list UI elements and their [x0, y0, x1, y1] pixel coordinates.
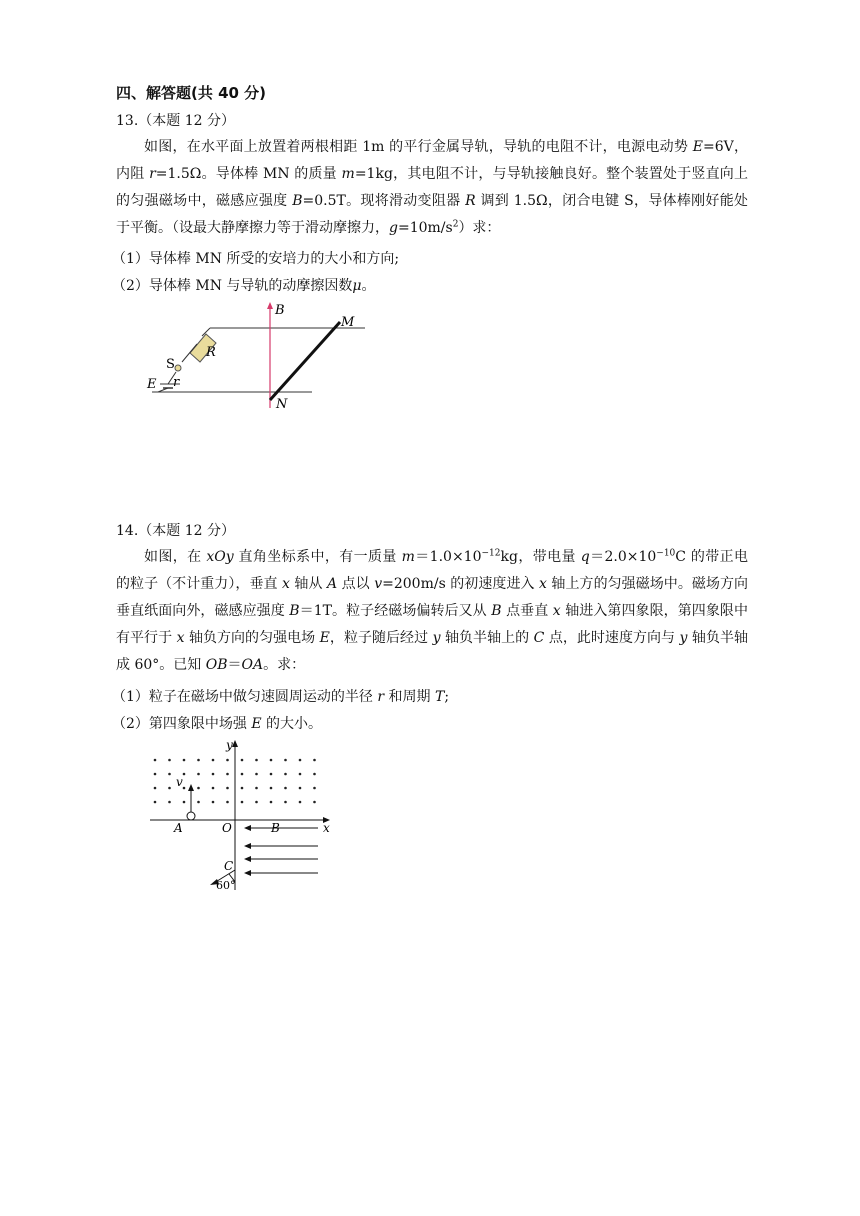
q14-number: 14.（本题 12 分） [116, 523, 235, 539]
q14-label-x: x [323, 821, 330, 835]
field-dot [313, 773, 316, 776]
field-dot [212, 759, 215, 762]
q13-label-S: S [166, 357, 175, 372]
field-dot [154, 801, 157, 804]
field-dot [270, 787, 273, 790]
q14-sub2: （2）第四象限中场强 E 的大小。 [112, 716, 323, 732]
field-dot [168, 759, 171, 762]
field-dot [255, 801, 258, 804]
field-dot [154, 759, 157, 762]
q14-figure [140, 736, 340, 894]
q13-paragraph: 如图，在水平面上放置着两根相距 1m 的平行金属导轨，导轨的电阻不计，电源电动势 E=6V，内阻 r=1.5Ω。导体棒 MN 的质量 m=1kg，其电阻不计，与导轨接触良好。整个装置处于竖直向上的匀强磁场中，磁感应强度 B=0.5T。现将滑动变阻器 R 调到 1.5Ω，闭合电键 S，导体棒刚好能处于平衡。（设最大静摩擦力等于滑动摩擦力，$g=10m/s^2$）求： [116, 139, 749, 236]
q14-label-A: A [174, 821, 183, 835]
field-dot [197, 787, 200, 790]
field-dot [299, 787, 302, 790]
field-dot [168, 787, 171, 790]
field-dot [299, 801, 302, 804]
field-dot [284, 801, 287, 804]
section-title: 四、解答题(共 40 分) [116, 84, 267, 102]
field-dot [183, 787, 186, 790]
q14-label-v: v [176, 775, 183, 789]
field-dot [197, 773, 200, 776]
field-dot [183, 773, 186, 776]
q13-sub1: （1）导体棒 MN 所受的安培力的大小和方向; [112, 251, 400, 267]
q13-label-B: B [275, 303, 285, 318]
field-dot [183, 759, 186, 762]
field-dot [313, 759, 316, 762]
field-dot [226, 773, 229, 776]
field-dot [241, 787, 244, 790]
field-dot [197, 759, 200, 762]
field-dot [226, 787, 229, 790]
field-dot [270, 773, 273, 776]
field-dot [212, 801, 215, 804]
q14-label-B: B [271, 821, 280, 835]
field-dot [183, 801, 186, 804]
field-dot [284, 759, 287, 762]
q13-label-N: N [276, 397, 288, 412]
field-dot [226, 801, 229, 804]
q13-label-r: r [173, 375, 180, 390]
q13-label-R: R [206, 345, 216, 360]
field-dot [197, 801, 200, 804]
q14-label-O: O [222, 821, 232, 835]
q13-sub2: （2）导体棒 MN 与导轨的动摩擦因数μ。 [112, 278, 376, 294]
q14-sub1: （1）粒子在磁场中做匀速圆周运动的半径 r 和周期 T; [112, 689, 450, 705]
field-dot [270, 801, 273, 804]
field-dot [241, 759, 244, 762]
q14-label-C: C [224, 859, 234, 873]
field-dot [284, 787, 287, 790]
q14-label-y: y [226, 738, 233, 752]
field-dot [313, 801, 316, 804]
field-dot [241, 773, 244, 776]
field-dot [168, 801, 171, 804]
q13-number: 13.（本题 12 分） [116, 113, 235, 129]
field-dot [270, 759, 273, 762]
field-dot [299, 773, 302, 776]
field-dot [284, 773, 287, 776]
field-dot [212, 787, 215, 790]
q13-label-E: E [147, 377, 157, 392]
field-dot [154, 787, 157, 790]
field-dot [313, 787, 316, 790]
field-dot [226, 759, 229, 762]
field-dot [299, 759, 302, 762]
field-dot [255, 773, 258, 776]
field-dot [154, 773, 157, 776]
field-dot [241, 801, 244, 804]
field-dot [255, 759, 258, 762]
field-dot [168, 773, 171, 776]
q14-label-angle: 60° [216, 879, 236, 892]
field-dot [255, 787, 258, 790]
q13-label-M: M [341, 315, 355, 330]
q13-figure [140, 296, 380, 416]
field-dot [212, 773, 215, 776]
q14-paragraph: 如图，在 xOy 直角坐标系中，有一质量 $m=1.0\times 10^{-12}kg$，带电量 $q=2.0\times 10^{-10}C$ 的带正电的粒子（不计重力），垂直 x 轴从 A 点以 v=200m/s 的初速度进入 x 轴上方的匀强磁场中。磁场方向垂直纸面向外，磁感应强度 B＝1T。粒子经磁场偏转后又从 B 点垂直 x 轴进入第四象限，第四象限中有平行于 x 轴负方向的匀强电场 E，粒子随后经过 y 轴负半轴上的 C 点，此时速度方向与 y 轴负半轴成 60°。已知 OB＝OA。求： [116, 548, 749, 673]
